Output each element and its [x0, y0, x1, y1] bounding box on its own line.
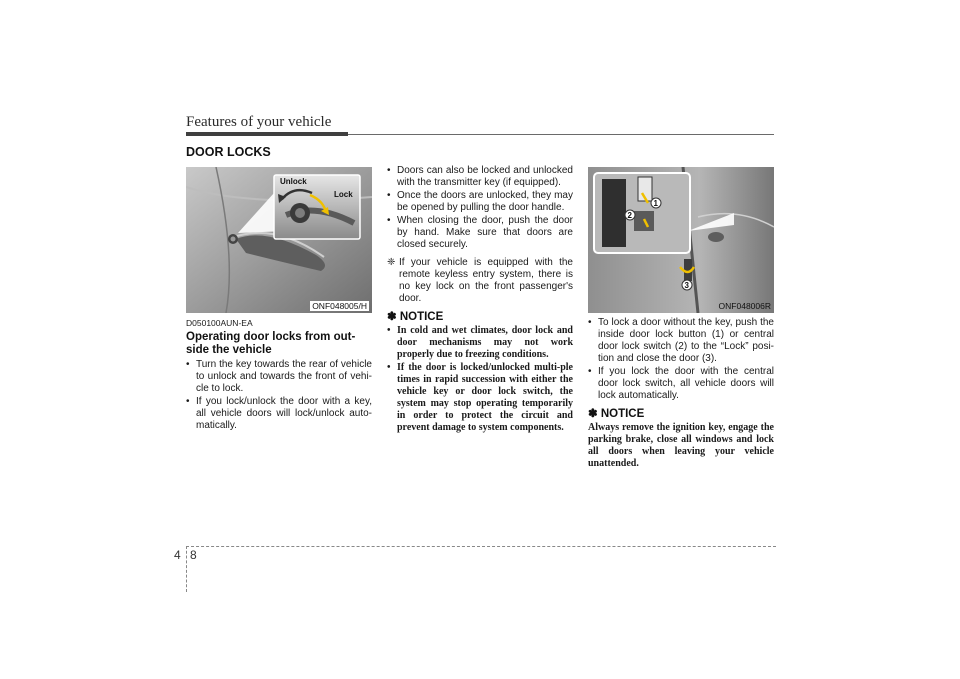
unlock-label: Unlock	[280, 177, 307, 186]
column-1	[186, 317, 372, 433]
list-item: • In cold and wet climates, door lock and door mechanisms may not work properly due to freezing conditions.	[387, 325, 573, 361]
list-item: • If you lock/unlock the door with a key, all vehicle doors will lock/unlock auto-matically.	[186, 396, 372, 432]
column-2	[387, 165, 573, 435]
list-item: • Doors can also be locked and unlocked with the transmitter key (if equipped).	[387, 165, 573, 189]
figure-door-handle	[186, 167, 372, 313]
keyless-note	[387, 257, 573, 305]
list-item: • If you lock the door with the central door lock switch, all vehicle doors will lock automatically.	[588, 366, 774, 402]
footer-rule	[186, 546, 776, 547]
list-item: • If the door is locked/unlocked multi-ple times in rapid succession with either the vehicle key or door lock switch, the system may stop operating temporarily in order to protect the circuit and prevent damage to system components.	[387, 362, 573, 434]
lock-label: Lock	[334, 190, 353, 199]
interior-lock-illustration	[588, 167, 774, 313]
section-code: D050100AUN-EA	[186, 318, 253, 328]
figure-caption: ONF048005/H	[312, 301, 367, 311]
bullet-list	[186, 359, 372, 432]
notice-text: Always remove the ignition key, engage the parking brake, close all windows and lock all doors when leaving your vehicle unattended.	[588, 422, 774, 469]
subsection-heading: Operating door locks from out-side the vehicle	[186, 331, 356, 356]
door-handle-illustration	[186, 167, 372, 313]
section-title: DOOR LOCKS	[186, 145, 271, 159]
notice-heading: ✽ NOTICE	[387, 311, 444, 323]
bullet-list	[387, 165, 573, 251]
header-bar	[186, 132, 348, 136]
callout-2: 2	[627, 211, 632, 220]
footer-divider	[186, 546, 187, 592]
bullet-list	[588, 317, 774, 402]
page-header-title: Features of your vehicle	[186, 114, 332, 130]
list-item: • Turn the key towards the rear of vehicle to unlock and towards the front of vehi-cle to lock.	[186, 359, 372, 395]
figure-interior-lock	[588, 167, 774, 313]
chapter-number: 4	[174, 548, 181, 562]
header-rule	[348, 134, 774, 135]
list-item: • When closing the door, push the door by hand. Make sure that doors are closed securely.	[387, 215, 573, 251]
list-item: • Once the doors are unlocked, they may be opened by pulling the door handle.	[387, 190, 573, 214]
column-3	[588, 317, 774, 470]
callout-3: 3	[684, 281, 689, 290]
notice-heading: ✽ NOTICE	[588, 408, 645, 420]
figure-caption: ONF048006R	[718, 301, 771, 311]
notice-list	[387, 325, 573, 434]
note-mark: ❈	[387, 257, 396, 268]
list-item: • To lock a door without the key, push the inside door lock button (1) or central door lock switch (2) to the “Lock” posi-tion and close the door (3).	[588, 317, 774, 365]
note-text: If your vehicle is equipped with the remote keyless entry system, there is no key lock on the front passenger's door.	[399, 257, 573, 304]
callout-1: 1	[653, 199, 658, 208]
page-number: 8	[190, 548, 197, 562]
